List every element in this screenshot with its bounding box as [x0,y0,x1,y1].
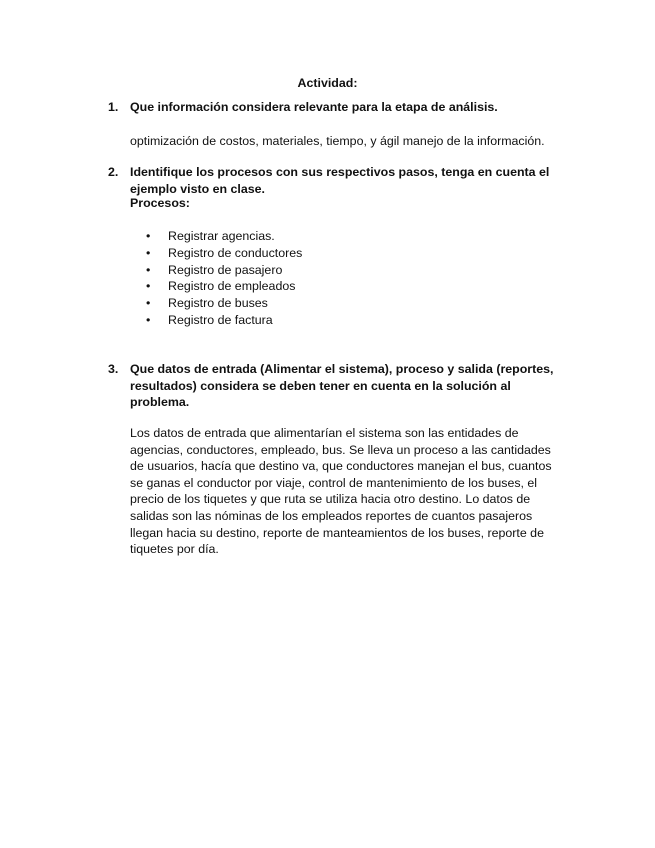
question-1 [108,99,563,116]
processes-label: Procesos: [130,196,190,210]
list-item [146,295,302,312]
bullet-icon: • [146,262,151,277]
bullet-icon: • [146,229,151,243]
question-1-text: Que información considera relevante para la etapa de análisis. [130,100,498,114]
question-2 [108,164,563,197]
processes-list [146,228,302,329]
question-3 [108,361,563,411]
bullet-icon: • [146,296,151,311]
process-item-label: Registro de pasajero [168,262,283,277]
process-item-label: Registro de buses [168,296,268,311]
process-item-label: Registrar agencias. [168,229,275,243]
bullet-icon: • [146,312,151,327]
question-3-text: Que datos de entrada (Alimentar el sistema), proceso y salida (reportes, resultados) considera se deben tener en cuenta en la solución al problema. [130,362,554,410]
question-2-text: Identifique los procesos con sus respectivos pasos, tenga en cuenta el ejemplo visto en clase. [130,165,550,196]
question-2-number: 2. [108,165,119,179]
list-item [146,228,302,245]
list-item [146,312,302,329]
list-item [146,278,302,295]
list-item [146,245,302,262]
answer-3: Los datos de entrada que alimentarían el sistema son las entidades de agencias, conductores, empleado, bus. Se lleva un proceso a las cantidades de usuarios, hacía que destino va, que conductores manejan el bus, cuantos se ganas el conductor por viaje, control de mantenimiento de los buses, el precio de los tiquetes y que ruta se utiliza hacia otro destino. Lo datos de salidas son las nóminas de los empleados reportes de cuantos pasajeros llegan hacia su destino, reporte de manteamientos de los buses, reporte de tiquetes por día. [130,426,552,557]
bullet-icon: • [146,279,151,294]
document-title: Actividad: [297,76,358,90]
process-item-label: Registro de empleados [168,279,296,294]
question-1-number: 1. [108,100,119,114]
list-item [146,262,302,279]
process-item-label: Registro de conductores [168,245,303,260]
bullet-icon: • [146,245,151,260]
question-3-number: 3. [108,362,119,376]
process-item-label: Registro de factura [168,312,273,327]
answer-1: optimización de costos, materiales, tiempo, y ágil manejo de la información. [130,134,545,148]
